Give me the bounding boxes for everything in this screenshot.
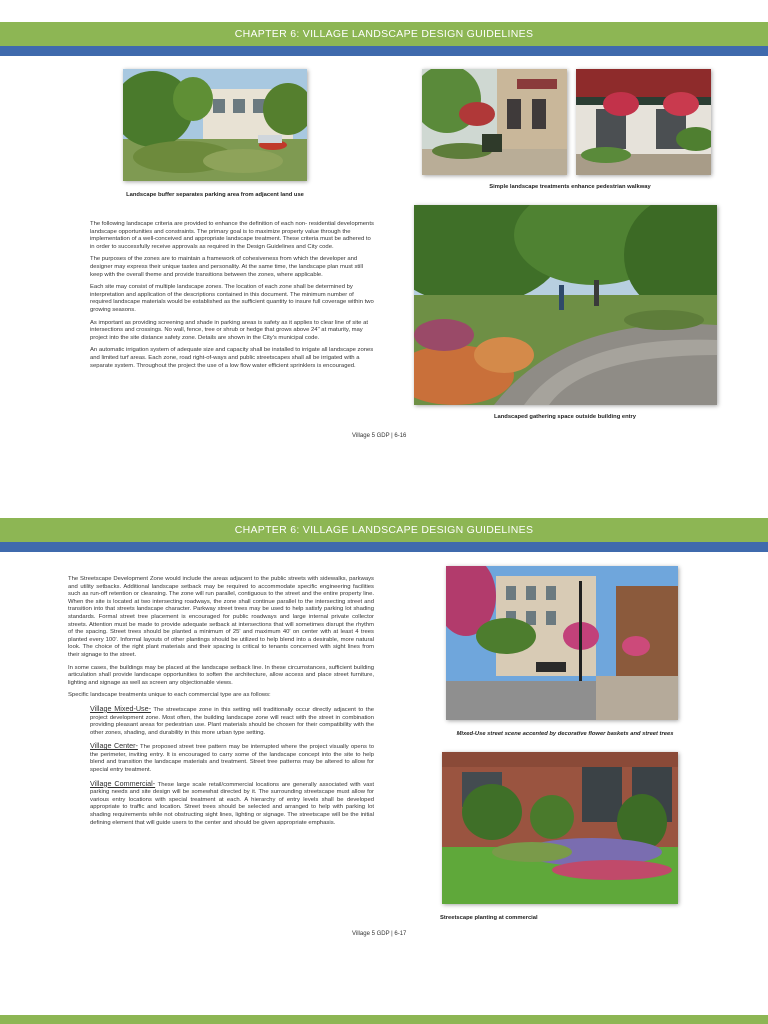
type-text: The streetscape zone in this setting will traditionally occur directly adjacent to the project development zone. Most often, the building landscape zone will react with the street in combination providing pleasant areas for pedestrian use. Plant materials should be chosen for their compatibility with the other zones, shading, and durability in this more urban type setting. [90, 706, 374, 736]
walkway-caption: Simple landscape treatments enhance pedestrian walkway [489, 184, 651, 190]
commercial-photo [442, 752, 678, 904]
mixed-use-caption: Mixed-Use street scene accented by decorative flower baskets and street trees [456, 731, 674, 737]
chapter-header: CHAPTER 6: VILLAGE LANDSCAPE DESIGN GUIDELINES [0, 22, 768, 46]
type-heading: Village Mixed-Use- [90, 703, 152, 713]
type-mixed-use [90, 705, 374, 737]
walkway-photo-left [422, 69, 567, 175]
type-heading: Village Center- [90, 741, 138, 751]
header-accent-bar [0, 46, 768, 56]
footer-bar [0, 1015, 768, 1024]
paragraph: The Streetscape Development Zone would include the areas adjacent to the public streets with sidewalks, parkways and utility setbacks. Additional landscape setback may be required to accommodate specific engineering facilities such as run-off retention or cleansing. The zone will run parallel, contiguous to the street and the entire property line. When the site is located at two intersecting roadways, the zone shall continue parallel to the intersecting street and transition into that streets landscape character. Parkway street trees may be used to help satisfy parking lot shading standards. Formal street tree placement is encouraged for public roadways and large internal private collector streets. Attention must be made to provide adequate setback at intersections that will sometimes disrupt the rhythm of the spacing. Street trees should be planted a minimum of 25' and maximum 40' on center with at least 4 trees planted every 100'. Informal layouts of other plantings should be utilized to help blend into a desirable, more natural look. The choice of the right plant materials and their spacing is critical to tenants concerned with sight lines from their signage to the street. [68, 576, 374, 658]
paragraph: Each site may consist of multiple landscape zones. The location of each zone shall be determined by interpretation and application of the descriptions contained in this document. The minimum number of required landscape materials would be established as the sufficient quantity to insure full coverage within two growing seasons. [90, 284, 374, 313]
header-accent-bar [0, 542, 768, 552]
gathering-caption: Landscaped gathering space outside building entry [493, 414, 637, 420]
paragraph: In some cases, the buildings may be placed at the landscape setback line. In these circumstances, sufficient building articulation shall provide landscape opportunities to soften the architecture, allow access and place street furniture, lighting and signage as well as screen any objectionable views. [68, 664, 374, 686]
paragraph: An automatic irrigation system of adequate size and capacity shall be installed to irrigate all landscape zones and limited turf areas. Each zone, road right-of-ways and public streetscapes shall all be irrigated with a separate system. Throughout the project the use of a low flow water efficient sprinklers is encouraged. [90, 347, 374, 369]
paragraph: Specific landscape treatments unique to each commercial type are as follows: [68, 692, 271, 699]
paragraph: The following landscape criteria are provided to enhance the definition of each non- residential developments landscape opportunities and constraints. The primary goal is to maximize property value through the implementation of a well-conceived and appropriate landscape treatment. These criteria must be adhered to in order to successfully receive approvals as required in the Design Guidelines and City code. [90, 221, 374, 250]
type-text: These large scale retail/commercial locations are generally associated with vast parking needs and site design will be somewhat directed by it. The surrounding streetscape must allow for various entry locations with special treatment at each. A hierarchy of entry levels shall be developed appropriate to traffic and location. Street trees should be selected and arranged to help with parking lot shading requirements while not obstructing sight lines, lighting or signage. The streetscape will be the initial defining element that will guide users to the center and should be given appropriate emphasis. [90, 781, 374, 826]
type-heading: Village Commercial- [90, 778, 156, 788]
page2-body [68, 576, 374, 832]
walkway-photo-right [576, 69, 711, 175]
type-village-center [90, 742, 374, 774]
page1-body [90, 221, 376, 375]
paragraph: The purposes of the zones are to maintain a framework of cohesiveness from which the developer and designer may express their unique tastes and personality. At the same time, the landscape plan must still keep with the overall theme and provide transitions between the zones, where applicable. [90, 256, 363, 278]
type-text: The proposed street tree pattern may be interrupted where the project visually opens to the perimeter, inviting entry. It is encouraged to carry some of the landscape concept into the site to help blend and transition the landscape materials and treatment. Street tree patterns may be altered to allow for special entry treatment. [90, 744, 374, 774]
page-number: Village 5 GDP | 6-16 [352, 433, 407, 439]
paragraph: As important as providing screening and shade in parking areas is safety as it applies to clear line of site at intersections and crossings. No wall, fence, tree or shrub or hedge that grows above 24" at maturity, may project into the site distance safety zone. Details are shown in the City's municipal code. [90, 319, 368, 341]
type-village-commercial [90, 780, 374, 828]
page-number: Village 5 GDP | 6-17 [352, 931, 407, 937]
buffer-caption: Landscape buffer separates parking area from adjacent land use [126, 192, 304, 198]
mixed-use-photo [446, 566, 678, 720]
commercial-caption: Streetscape planting at commercial [440, 915, 538, 921]
chapter-header: CHAPTER 6: VILLAGE LANDSCAPE DESIGN GUIDELINES [0, 518, 768, 542]
gathering-photo [414, 205, 717, 405]
buffer-photo [123, 69, 307, 181]
